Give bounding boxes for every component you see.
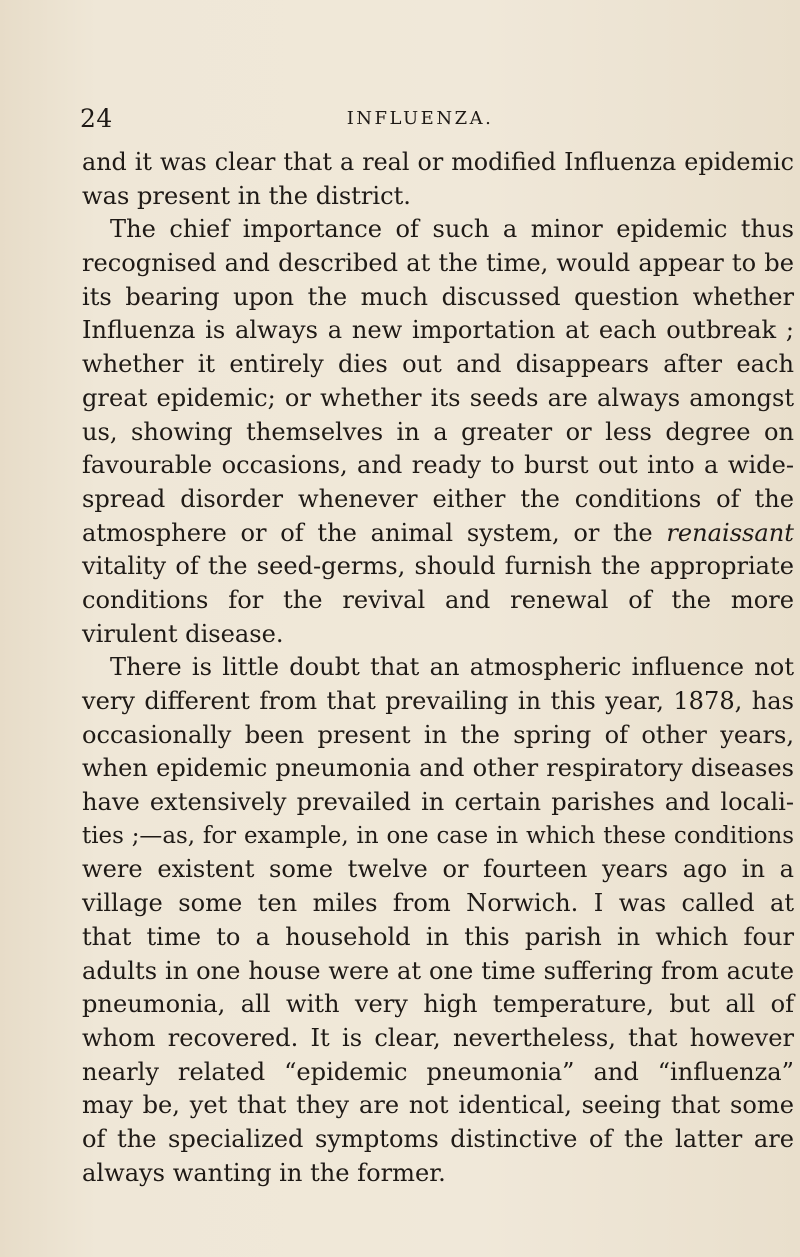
text-line-with-italic [82,517,794,551]
page-number: 24 [80,104,113,133]
text-line: have extensively prevailed in certain parishes and locali- [82,788,794,817]
text-line: us, showing themselves in a greater or less degree on [82,417,794,446]
text-line: were existent some twelve or fourteen years ago in a [82,855,794,884]
text-line: when epidemic pneumonia and other respiratory diseases [82,754,794,783]
text-line: always wanting in the former. [82,1158,446,1187]
running-title: INFLUENZA. [346,108,494,129]
text-line: village some ten miles from Norwich. I was called at [82,889,794,918]
text-line: spread disorder whenever either the conditions of the [82,484,794,513]
text-line: ties ;—as, for example, in one case in which these conditions [82,822,794,849]
text-line: of the specialized symptoms distinctive of the latter are [82,1124,794,1153]
text-line: Influenza is always a new importation at each outbreak ; [82,316,794,345]
italic-term: renaissant [666,518,794,547]
text-line: There is little doubt that an atmospheric influence not [110,653,794,682]
text-line: conditions for the revival and renewal of the more [82,585,794,614]
text-line: its bearing upon the much discussed question whether [82,282,794,311]
text-line: and it was clear that a real or modified Influenza epidemic [82,148,794,176]
text-line: adults in one house were at one time suffering from acute [82,956,794,985]
text-line: pneumonia, all with very high temperature, but all of [82,990,794,1019]
text-segment: atmosphere or of the animal system, or the [82,518,653,547]
text-line: whether it entirely dies out and disappears after each [82,350,794,379]
text-line: that time to a household in this parish in which four [82,922,794,951]
text-line: virulent disease. [82,619,284,648]
text-line: favourable occasions, and ready to burst out into a wide- [82,451,794,480]
text-line: nearly related “epidemic pneumonia” and “influenza” [82,1057,794,1086]
text-line: vitality of the seed-germs, should furnish the appropriate [82,552,794,581]
text-line: great epidemic; or whether its seeds are always amongst [82,383,794,412]
text-line: whom recovered. It is clear, nevertheless, that however [82,1023,794,1052]
text-line: may be, yet that they are not identical, seeing that some [82,1091,794,1120]
running-head [80,104,760,140]
text-line: occasionally been present in the spring of other years, [82,720,794,749]
text-line: very different from that prevailing in this year, 1878, has [82,687,794,715]
text-line: recognised and described at the time, would appear to be [82,249,794,278]
body-text [82,146,794,1190]
text-line: was present in the district. [82,181,411,210]
text-line: The chief importance of such a minor epidemic thus [110,215,794,244]
